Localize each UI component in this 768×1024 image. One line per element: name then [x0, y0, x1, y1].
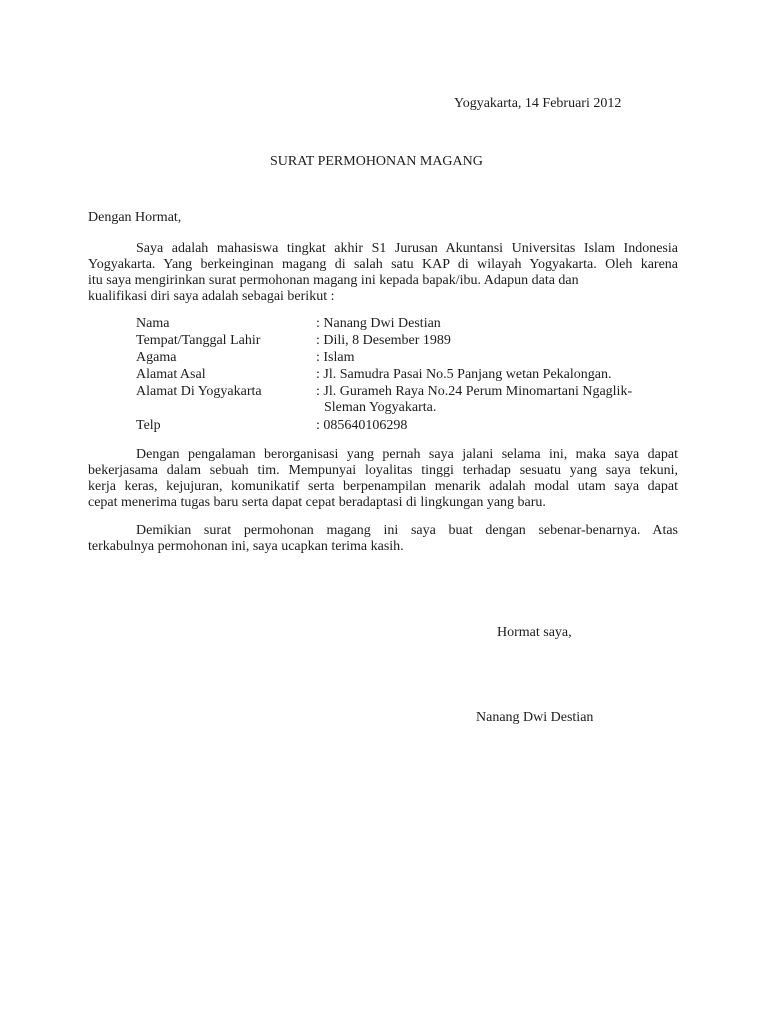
info-value: : Jl. Samudra Pasai No.5 Panjang wetan Pekalongan.	[316, 367, 612, 382]
info-row-yogya-address	[136, 384, 676, 417]
info-value-line: Sleman Yogyakarta.	[324, 400, 437, 415]
intro-line: Yogyakarta. Yang berkeinginan magang di salah satu KAP di wilayah Yogyakarta. Oleh karena	[88, 257, 678, 272]
intro-paragraph	[88, 241, 678, 305]
info-value: : 085640106298	[316, 418, 408, 433]
experience-line: bekerjasama dalam sebuah tim. Mempunyai loyalitas tinggi terhadap sesuatu yang saya tekuni,	[88, 463, 678, 478]
closing-paragraph	[88, 523, 678, 555]
info-label: Alamat Di Yogyakarta	[136, 384, 262, 399]
salutation: Dengan Hormat,	[88, 210, 182, 225]
info-label: Agama	[136, 350, 177, 365]
info-value-line: : Jl. Gurameh Raya No.24 Perum Minomartani Ngaglik-	[316, 384, 633, 399]
applicant-info-table	[136, 316, 676, 435]
info-label: Alamat Asal	[136, 367, 206, 382]
intro-line: Saya adalah mahasiswa tingkat akhir S1 Jurusan Akuntansi Universitas Islam Indonesia	[136, 241, 678, 256]
info-row-birth	[136, 333, 676, 349]
info-row-phone	[136, 418, 676, 434]
sign-off: Hormat saya,	[497, 625, 572, 640]
info-value: : Dili, 8 Desember 1989	[316, 333, 451, 348]
intro-line: itu saya mengirinkan surat permohonan magang ini kepada bapak/ibu. Adapun data dan	[88, 273, 579, 288]
experience-paragraph	[88, 447, 678, 511]
intro-line: kualifikasi diri saya adalah sebagai berikut :	[88, 289, 335, 304]
info-row-home-address	[136, 367, 676, 383]
info-label: Tempat/Tanggal Lahir	[136, 333, 261, 348]
closing-line: Demikian surat permohonan magang ini saya buat dengan sebenar-benarnya. Atas	[136, 523, 678, 538]
experience-line: kerja keras, kejujuran, komunikatif serta berpenampilan menarik adalah modal utam saya dapat	[88, 479, 678, 494]
info-label: Nama	[136, 316, 170, 331]
info-row-name	[136, 316, 676, 332]
info-value: : Nanang Dwi Destian	[316, 316, 441, 331]
info-value	[316, 384, 676, 417]
letter-title: SURAT PERMOHONAN MAGANG	[270, 154, 483, 169]
closing-line: terkabulnya permohonan ini, saya ucapkan terima kasih.	[88, 539, 404, 554]
experience-line: Dengan pengalaman berorganisasi yang pernah saya jalani selama ini, maka saya dapat	[136, 447, 678, 462]
signer-name: Nanang Dwi Destian	[476, 710, 594, 725]
info-label: Telp	[136, 418, 161, 433]
letter-date: Yogyakarta, 14 Februari 2012	[454, 96, 622, 111]
info-value: : Islam	[316, 350, 355, 365]
info-row-religion	[136, 350, 676, 366]
experience-line: cepat menerima tugas baru serta dapat cepat beradaptasi di lingkungan yang baru.	[88, 495, 546, 510]
